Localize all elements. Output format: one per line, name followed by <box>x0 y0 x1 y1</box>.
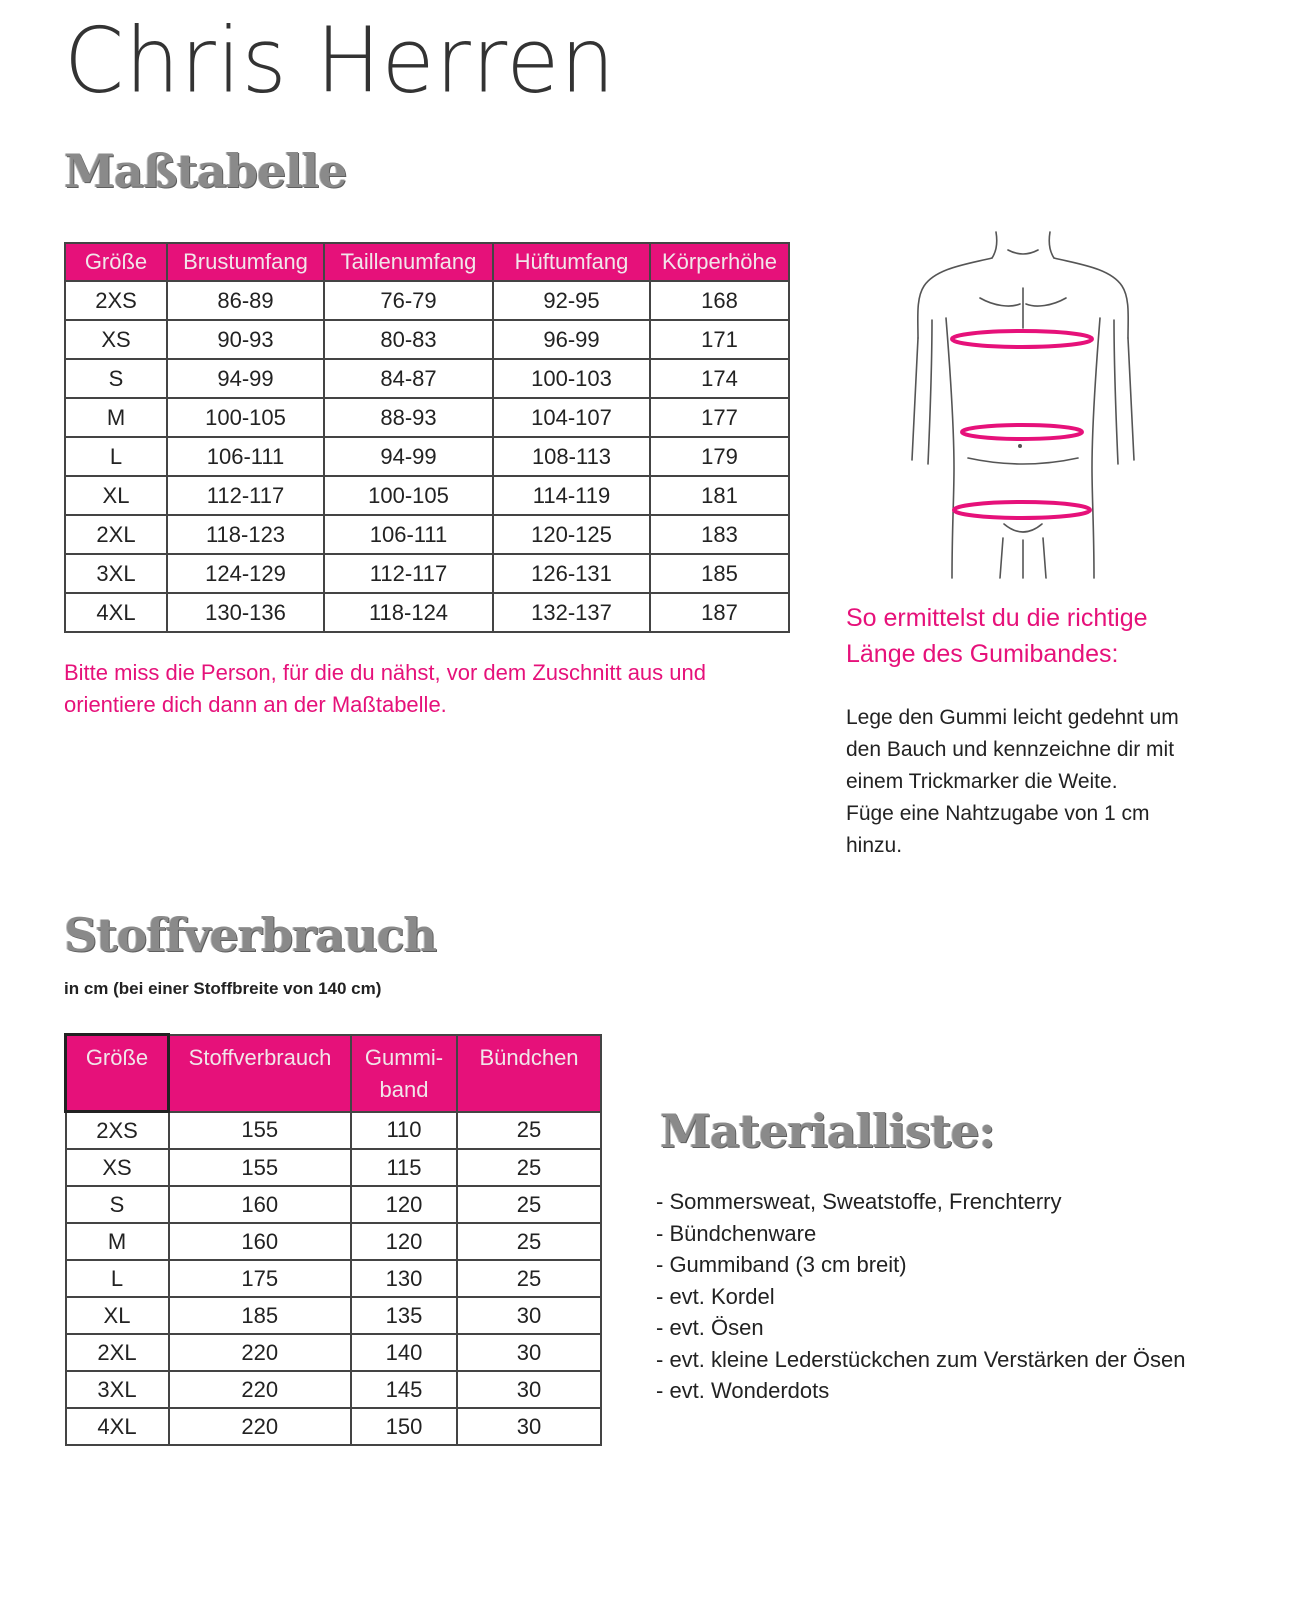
fabric-subtitle: in cm (bei einer Stoffbreite von 140 cm) <box>64 979 382 998</box>
table-row <box>66 1149 602 1186</box>
table-cell: M <box>65 398 167 437</box>
table-cell: 100-103 <box>493 359 650 398</box>
material-item: - evt. Wonderdots <box>656 1378 830 1403</box>
column-header: Brustumfang <box>167 243 324 281</box>
table-cell: 2XS <box>66 1112 169 1150</box>
table-cell: 25 <box>457 1186 601 1223</box>
table-cell: 104-107 <box>493 398 650 437</box>
table-cell: 94-99 <box>167 359 324 398</box>
table-row <box>66 1334 602 1371</box>
table-cell: 2XL <box>66 1334 169 1371</box>
table-cell: 30 <box>457 1371 601 1408</box>
table-row <box>65 437 789 476</box>
size-chart-heading: Maßtabelle <box>64 144 347 198</box>
table-cell: 181 <box>650 476 789 515</box>
table-cell: 100-105 <box>167 398 324 437</box>
table-cell: XL <box>66 1297 169 1334</box>
table-cell: 155 <box>169 1149 352 1186</box>
table-cell: 4XL <box>65 593 167 632</box>
column-header: Körperhöhe <box>650 243 789 281</box>
table-cell: XS <box>65 320 167 359</box>
table-cell: 94-99 <box>324 437 493 476</box>
size-chart-note: Bitte miss die Person, für die du nähst, vor dem Zuschnitt aus und <box>64 660 706 685</box>
material-item: - evt. Kordel <box>656 1284 775 1309</box>
table-cell: 150 <box>351 1408 457 1445</box>
table-cell: 80-83 <box>324 320 493 359</box>
table-cell: 2XL <box>65 515 167 554</box>
table-cell: 187 <box>650 593 789 632</box>
table-cell: 220 <box>169 1371 352 1408</box>
table-cell: 174 <box>650 359 789 398</box>
table-cell: 118-124 <box>324 593 493 632</box>
table-cell: 100-105 <box>324 476 493 515</box>
table-cell: 160 <box>169 1186 352 1223</box>
table-cell: 126-131 <box>493 554 650 593</box>
table-cell: 124-129 <box>167 554 324 593</box>
measure-info-title: Länge des Gumibandes: <box>846 640 1119 668</box>
table-cell: 112-117 <box>324 554 493 593</box>
table-cell: L <box>65 437 167 476</box>
table-cell: XL <box>65 476 167 515</box>
table-cell: S <box>66 1186 169 1223</box>
fabric-heading: Stoffverbrauch <box>64 908 437 962</box>
table-cell: 25 <box>457 1223 601 1260</box>
table-cell: 106-111 <box>167 437 324 476</box>
table-cell: 179 <box>650 437 789 476</box>
table-cell: 220 <box>169 1334 352 1371</box>
table-cell: M <box>66 1223 169 1260</box>
table-header-row <box>66 1035 602 1112</box>
table-cell: 130 <box>351 1260 457 1297</box>
table-cell: 88-93 <box>324 398 493 437</box>
table-cell: 25 <box>457 1112 601 1150</box>
table-row <box>66 1297 602 1334</box>
table-row <box>65 398 789 437</box>
column-header: Stoffverbrauch <box>169 1035 352 1112</box>
table-row <box>65 320 789 359</box>
table-cell: 110 <box>351 1112 457 1150</box>
table-cell: 130-136 <box>167 593 324 632</box>
table-cell: 185 <box>650 554 789 593</box>
measure-info-title: So ermittelst du die richtige <box>846 604 1148 632</box>
column-header: Größe <box>66 1035 169 1112</box>
column-header: Bündchen <box>457 1035 601 1112</box>
table-cell: 115 <box>351 1149 457 1186</box>
table-row <box>66 1112 602 1150</box>
table-cell: 4XL <box>66 1408 169 1445</box>
table-row <box>66 1371 602 1408</box>
material-item: - Bündchenware <box>656 1221 817 1246</box>
column-header-line: Gummi- <box>364 1044 444 1070</box>
column-header: Hüftumfang <box>493 243 650 281</box>
fabric-table <box>64 1033 602 1446</box>
table-cell: 25 <box>457 1260 601 1297</box>
table-row <box>65 515 789 554</box>
table-row <box>66 1408 602 1445</box>
table-cell: 145 <box>351 1371 457 1408</box>
table-row <box>66 1223 602 1260</box>
table-row <box>65 476 789 515</box>
size-chart-table <box>64 242 790 633</box>
table-cell: 108-113 <box>493 437 650 476</box>
table-cell: 2XS <box>65 281 167 320</box>
table-cell: 171 <box>650 320 789 359</box>
table-cell: 177 <box>650 398 789 437</box>
column-header: Größe <box>65 243 167 281</box>
material-item: - evt. kleine Lederstückchen zum Verstärken der Ösen <box>656 1347 1186 1372</box>
table-cell: 135 <box>351 1297 457 1334</box>
material-item: - evt. Ösen <box>656 1315 764 1340</box>
table-row <box>65 359 789 398</box>
table-cell: 92-95 <box>493 281 650 320</box>
measure-info-line: einem Trickmarker die Weite. <box>846 770 1118 793</box>
table-cell: 120 <box>351 1223 457 1260</box>
column-header-line: band <box>379 1076 429 1102</box>
materials-heading: Materialliste: <box>660 1104 995 1158</box>
table-cell: 96-99 <box>493 320 650 359</box>
table-cell: 160 <box>169 1223 352 1260</box>
table-cell: 25 <box>457 1149 601 1186</box>
table-row <box>66 1186 602 1223</box>
table-cell: 120-125 <box>493 515 650 554</box>
table-cell: 30 <box>457 1297 601 1334</box>
table-cell: 3XL <box>66 1371 169 1408</box>
measure-info-line: Lege den Gummi leicht gedehnt um <box>846 706 1179 729</box>
table-cell: 114-119 <box>493 476 650 515</box>
table-cell: 140 <box>351 1334 457 1371</box>
material-item: - Sommersweat, Sweatstoffe, Frenchterry <box>656 1189 1062 1214</box>
table-cell: 86-89 <box>167 281 324 320</box>
table-row <box>65 281 789 320</box>
table-cell: 90-93 <box>167 320 324 359</box>
table-cell: S <box>65 359 167 398</box>
column-header: Taillenumfang <box>324 243 493 281</box>
table-cell: 220 <box>169 1408 352 1445</box>
measure-info-line: hinzu. <box>846 834 903 857</box>
table-cell: L <box>66 1260 169 1297</box>
size-chart-note: orientiere dich dann an der Maßtabelle. <box>64 692 447 717</box>
material-item: - Gummiband (3 cm breit) <box>656 1252 907 1277</box>
table-cell: 175 <box>169 1260 352 1297</box>
body-measurement-figure-icon <box>898 228 1148 590</box>
measure-info-line: den Bauch und kennzeichne dir mit <box>846 738 1175 761</box>
table-cell: 3XL <box>65 554 167 593</box>
table-cell: 183 <box>650 515 789 554</box>
table-row <box>65 593 789 632</box>
column-header <box>351 1035 457 1112</box>
table-cell: 30 <box>457 1408 601 1445</box>
table-cell: 84-87 <box>324 359 493 398</box>
table-cell: 76-79 <box>324 281 493 320</box>
table-cell: 30 <box>457 1334 601 1371</box>
measure-info-line: Füge eine Nahtzugabe von 1 cm <box>846 802 1150 825</box>
table-cell: 106-111 <box>324 515 493 554</box>
table-cell: 168 <box>650 281 789 320</box>
table-header-row <box>65 243 789 281</box>
table-row <box>66 1260 602 1297</box>
table-row <box>65 554 789 593</box>
table-cell: 132-137 <box>493 593 650 632</box>
page-title: Chris Herren <box>64 8 616 114</box>
table-cell: 118-123 <box>167 515 324 554</box>
table-cell: XS <box>66 1149 169 1186</box>
table-cell: 120 <box>351 1186 457 1223</box>
table-cell: 185 <box>169 1297 352 1334</box>
table-cell: 155 <box>169 1112 352 1150</box>
table-cell: 112-117 <box>167 476 324 515</box>
